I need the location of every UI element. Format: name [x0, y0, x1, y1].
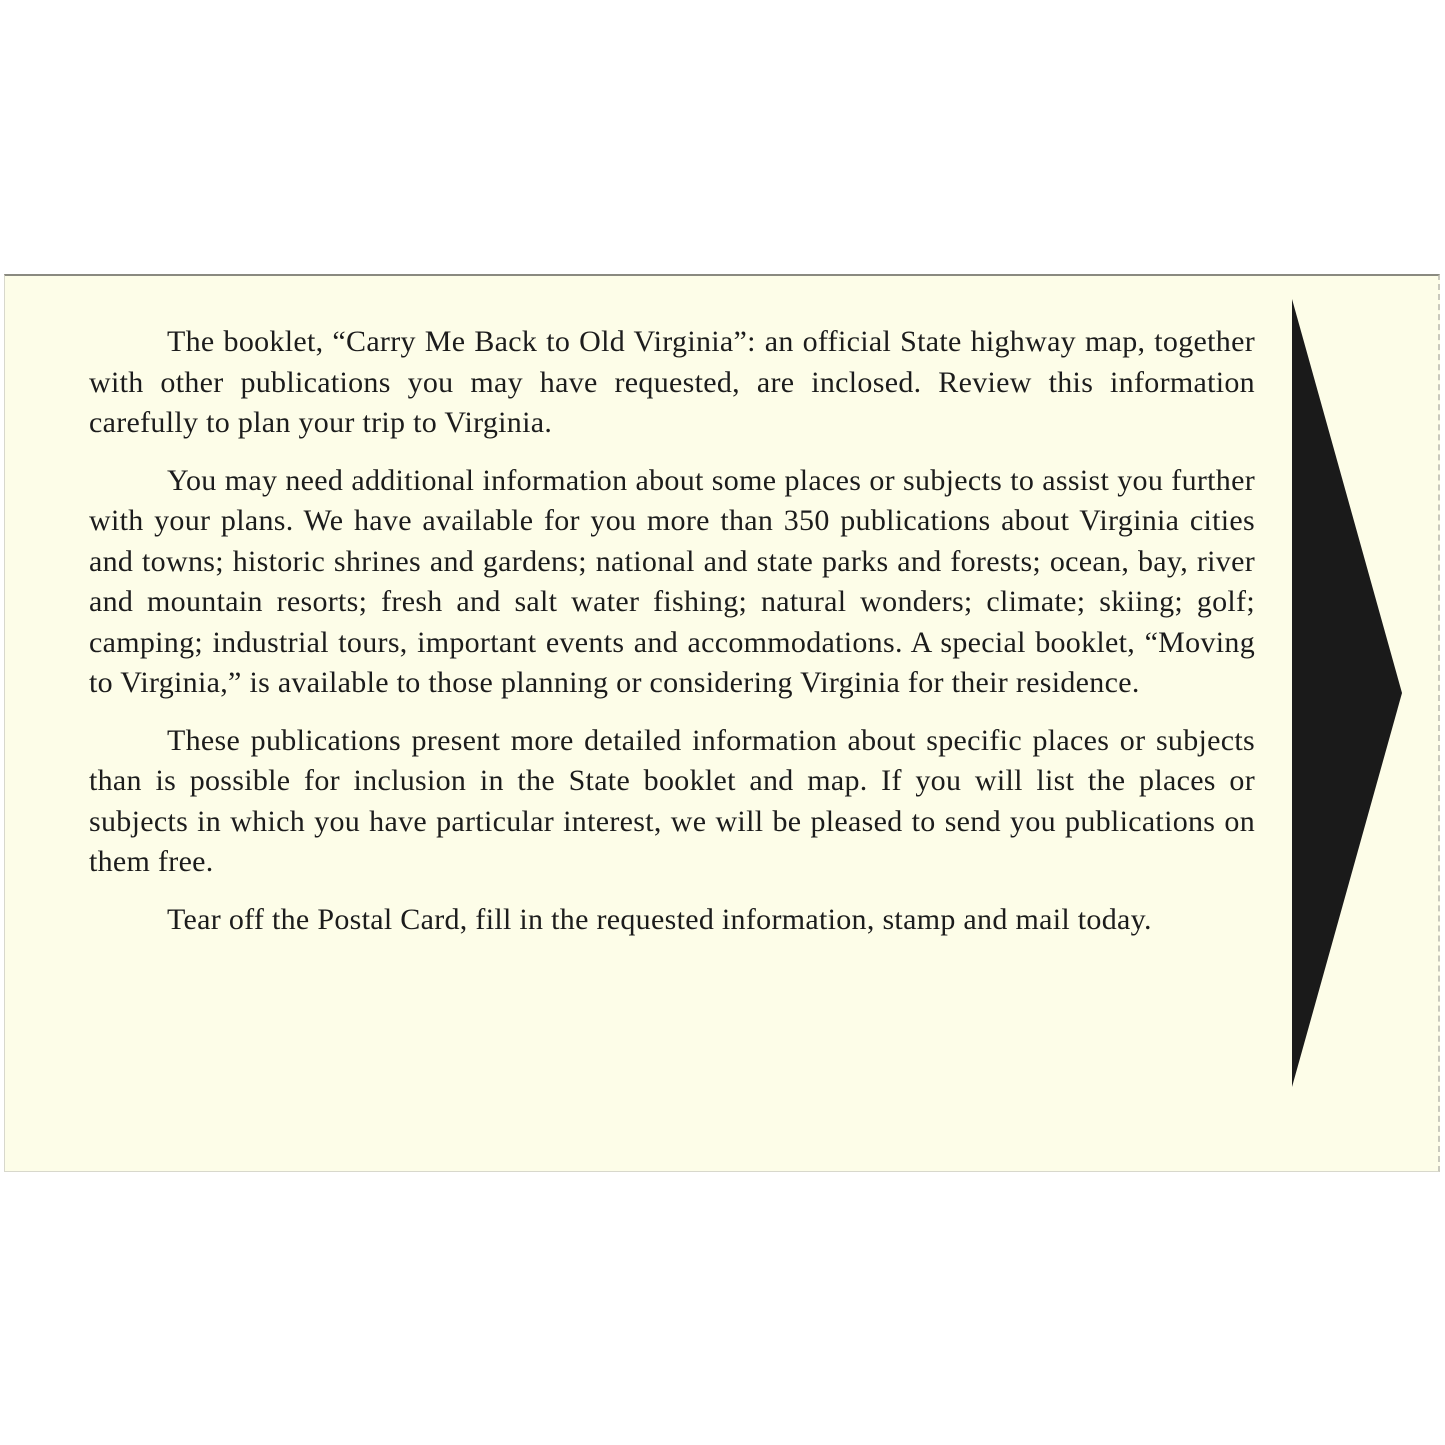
paragraph-publications-offer: These publications present more detailed information about specific places or subjects than is possible for inclusion in the State booklet and map. If you will list the places or subjects in which you have particular interest, we will be pleased to send you publications on them free.: [89, 723, 1255, 878]
right-pointing-arrow-icon: [1288, 299, 1404, 1087]
paragraph-additional-information: You may need additional information about some places or subjects to assist you further with your plans. We have available for you more than 350 publications about Virginia cities and towns; historic shrines and gardens; national and state parks and forests; ocean, bay, river and mountain resorts; fresh and salt water fishing; natural wonders; climate; skiing; golf; camping; industrial tours, important events and accommodations. A special booklet, “Moving to Virginia,” is available to those planning or considering Virginia for their residence.: [89, 463, 1255, 699]
paragraph-booklet-enclosed: The booklet, “Carry Me Back to Old Virginia”: an official State highway map, together with other publications you may have requested, are inclosed. Review this information carefully to plan your trip to Virginia.: [89, 325, 1255, 439]
postcard: [4, 274, 1440, 1172]
paragraph-tear-off-instructions: Tear off the Postal Card, fill in the requested information, stamp and mail today.: [167, 902, 1152, 936]
message-text: [89, 322, 1255, 940]
